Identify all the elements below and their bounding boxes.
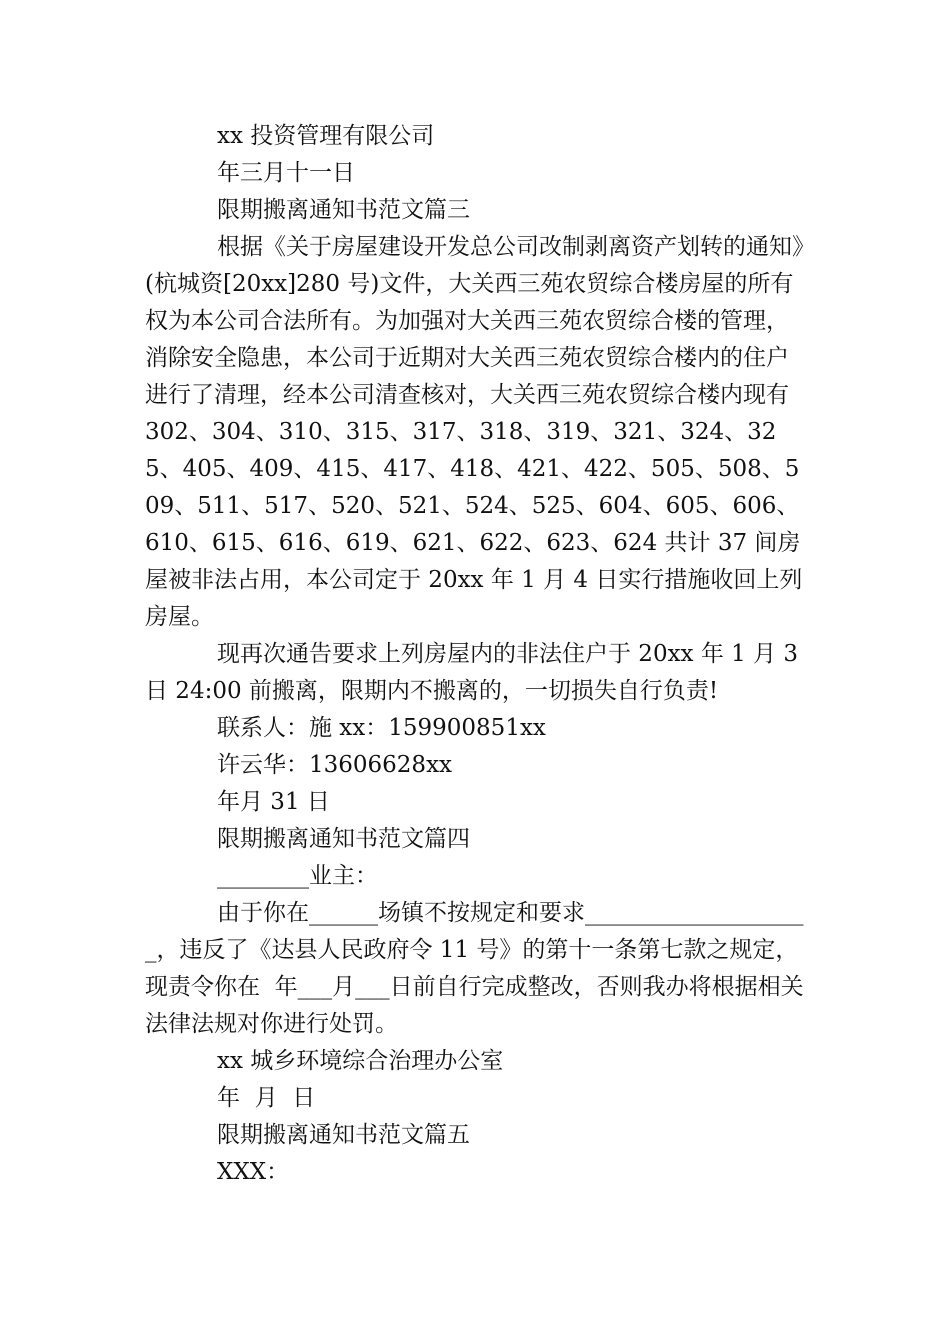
document-body [145,118,805,1191]
room-list-paragraph: 302、304、310、315、317、318、319、321、324、325、405、409、415、417、418、421、422、505、508、509、511、517、520、521、524、525、604、605、606、610、615、616、619、621、622、623、624 共计 37 间房屋被非法占用，本公司定于 20xx 年 1 月 4 日实行措施收回上列房屋。 [145,419,803,630]
body-paragraph: 由于你在______场镇不按规定和要求____________________，违反了《达县人民政府令 11 号》的第十一条第七款之规定，现责令你在 年___月___日前自行完成整改，否则我办将根据相关法律法规对你进行处罚。 [145,900,804,1037]
date-line: 年 月 日 [217,1085,316,1111]
office-name: xx 城乡环境综合治理办公室 [217,1048,504,1074]
section-heading-4: 限期搬离通知书范文篇四 [217,826,470,852]
date-line: 年月 31 日 [217,789,330,815]
date-line: 年三月十一日 [217,160,355,186]
body-paragraph: 现再次通告要求上列房屋内的非法住户于 20xx 年 1 月 3 日 24:00 前搬离，限期内不搬离的，一切损失自行负责! [145,641,806,704]
section-heading-5: 限期搬离通知书范文篇五 [217,1122,470,1148]
section-heading-3: 限期搬离通知书范文篇三 [217,197,470,223]
contact-line: 许云华：13606628xx [217,752,453,778]
salutation-line: XXX： [217,1159,290,1185]
body-paragraph: 根据《关于房屋建设开发总公司改制剥离资产划转的通知》(杭城资[20xx]280 号)文件，大关西三苑农贸综合楼房屋的所有权为本公司合法所有。为加强对大关西三苑农贸综合楼的管理，消除安全隐患，本公司于近期对大关西三苑农贸综合楼内的住户进行了清理，经本公司清查核对，大关西三苑农贸综合楼内现有 [145,234,804,408]
salutation-line: ________业主： [217,863,378,889]
contact-line: 联系人：施 xx：159900851xx [217,715,546,741]
company-name: xx 投资管理有限公司 [217,123,435,149]
